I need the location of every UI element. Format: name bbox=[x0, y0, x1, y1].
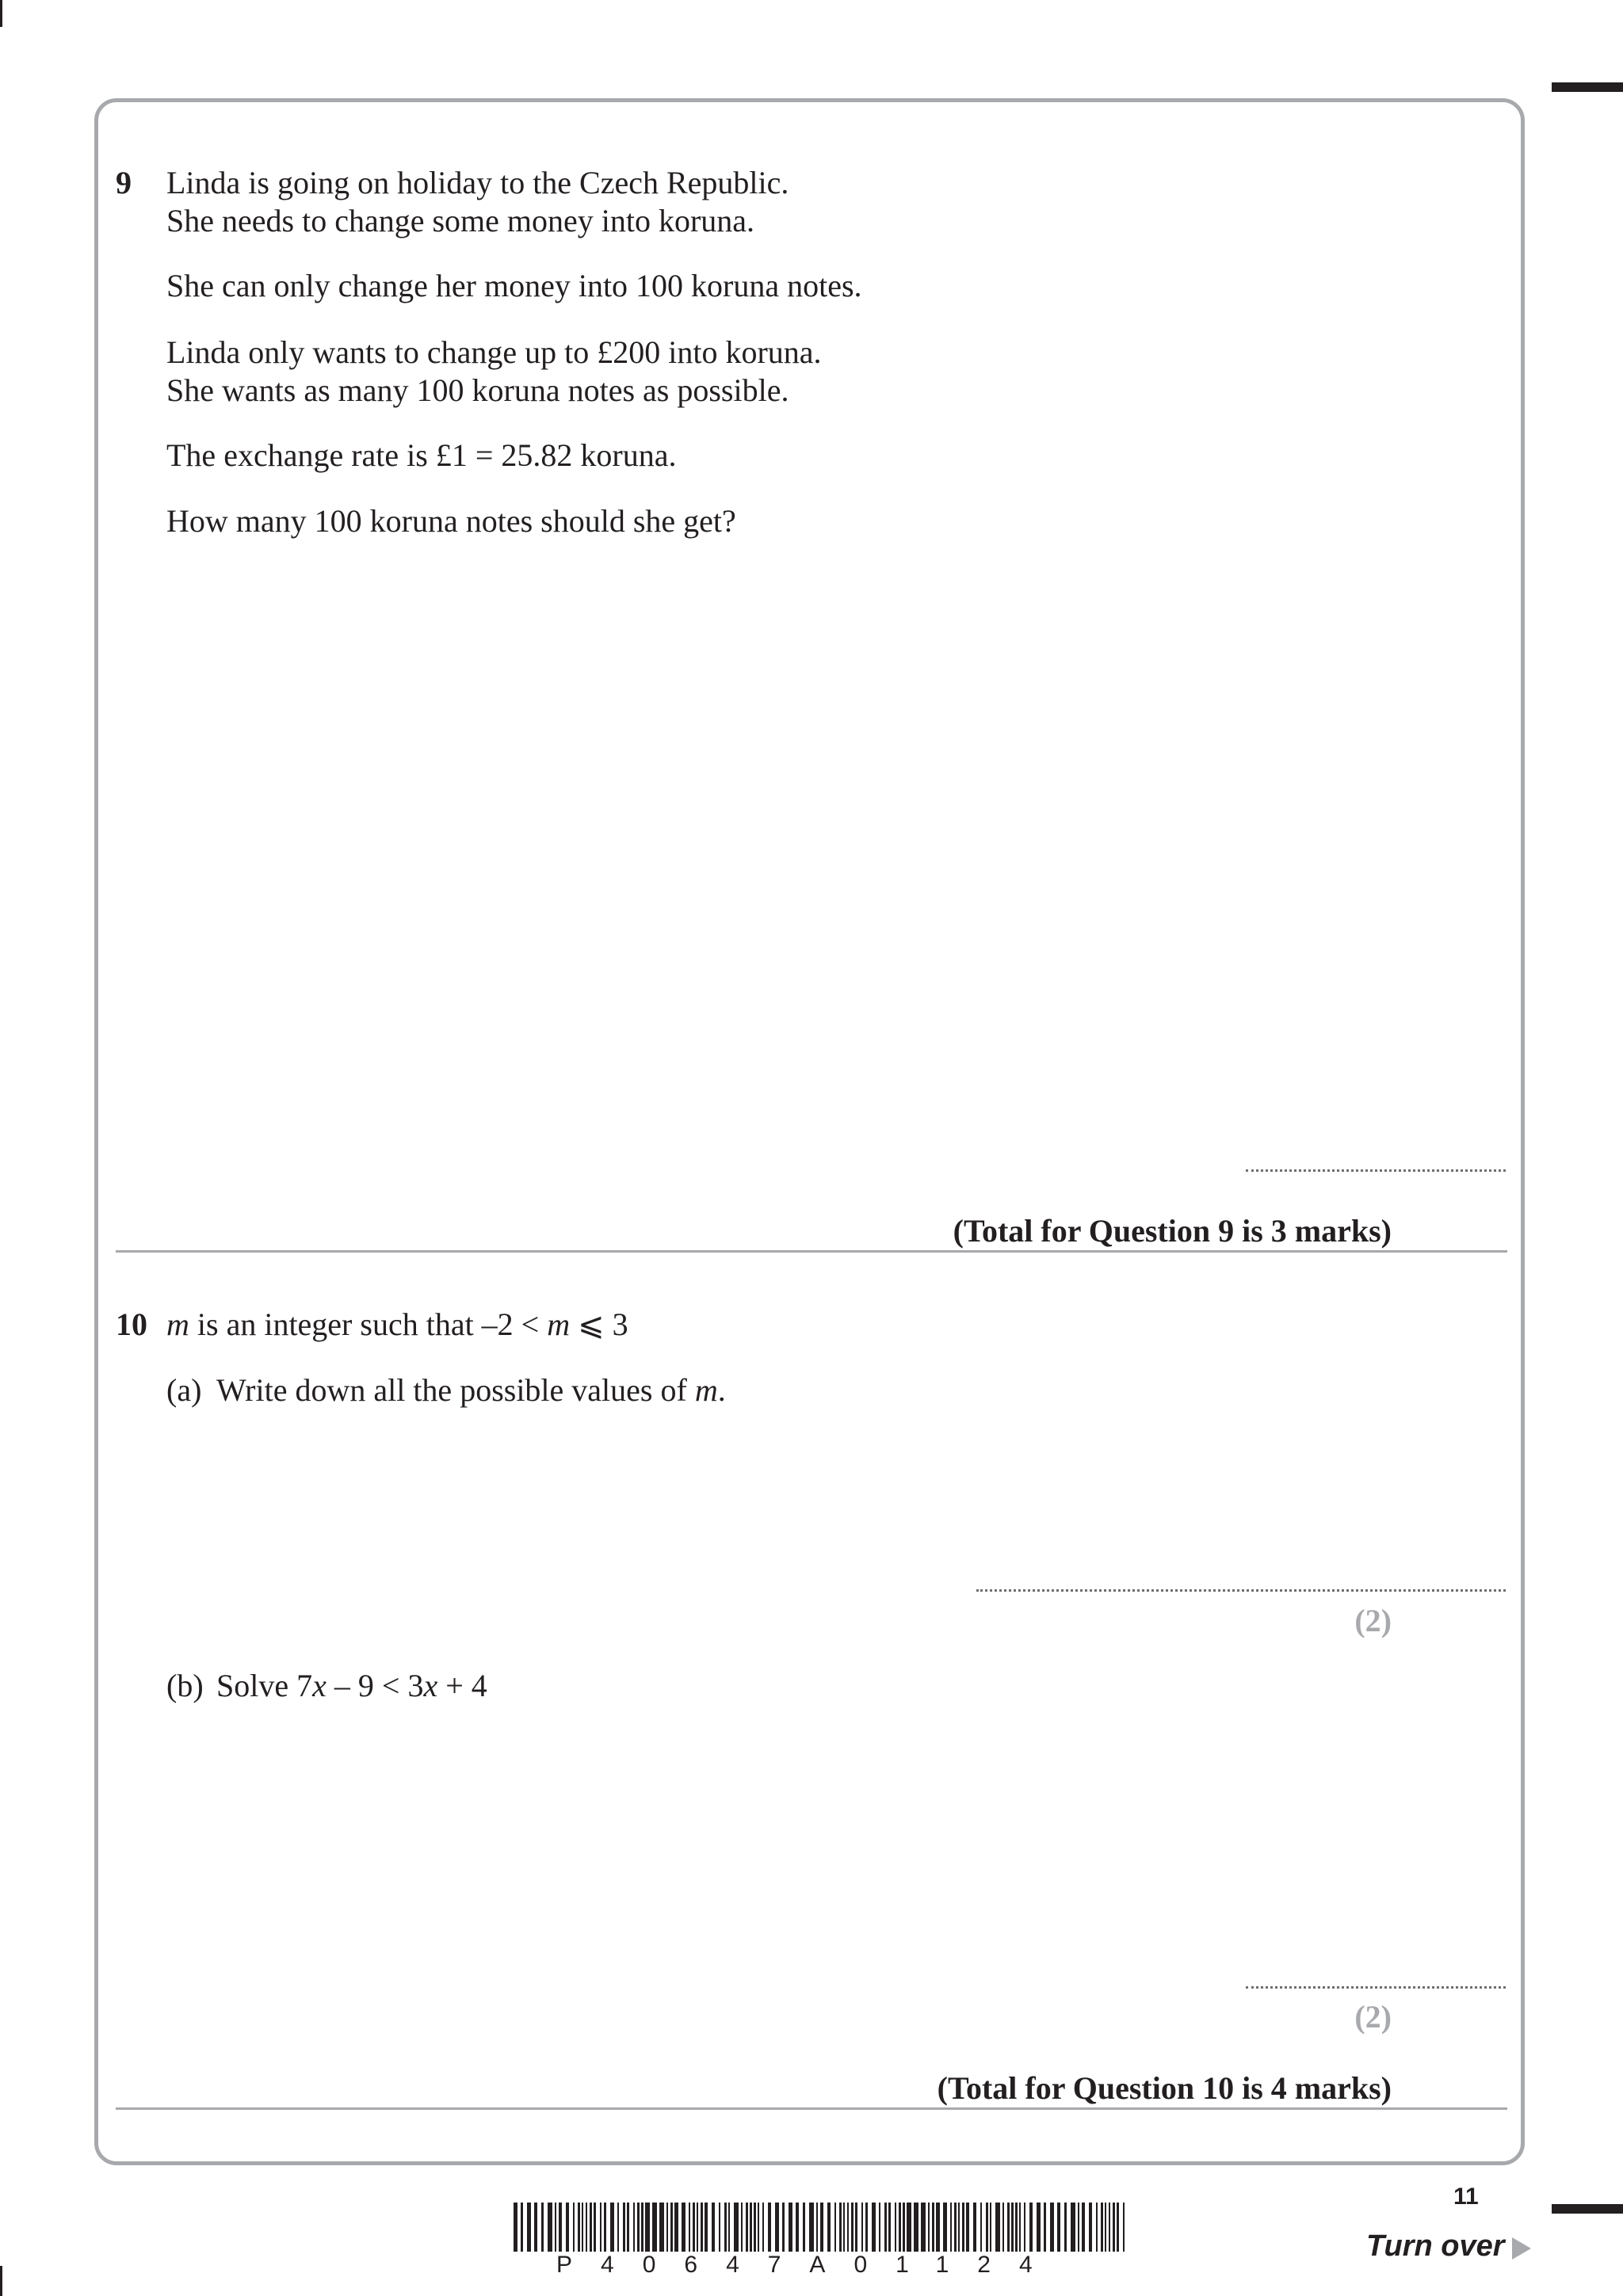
part-a-text bbox=[216, 1371, 726, 1409]
turn-over-arrow-icon bbox=[1512, 2237, 1531, 2260]
variable-m: m bbox=[694, 1372, 718, 1408]
question-9-line-7: How many 100 koruna notes should she get? bbox=[166, 503, 736, 539]
part-b-middle: – 9 < 3 bbox=[326, 1668, 424, 1703]
question-9-answer-line[interactable] bbox=[1246, 1169, 1506, 1172]
part-a-answer-line[interactable] bbox=[976, 1589, 1506, 1592]
question-10-total: (Total for Question 10 is 4 marks) bbox=[937, 2070, 1392, 2106]
part-a-marks: (2) bbox=[1354, 1603, 1392, 1638]
question-9-line-5: She wants as many 100 koruna notes as possible. bbox=[166, 372, 789, 408]
question-9-divider bbox=[116, 1250, 1507, 1253]
question-9-line-3: She can only change her money into 100 koruna notes. bbox=[166, 268, 862, 303]
part-b-marks: (2) bbox=[1354, 1999, 1392, 2035]
part-b-prompt: Solve 7 bbox=[216, 1668, 313, 1703]
question-10-divider bbox=[116, 2107, 1507, 2110]
question-10-number: 10 bbox=[116, 1306, 147, 1342]
part-a-prompt: Write down all the possible values of bbox=[216, 1372, 695, 1408]
stem-text: is an integer such that –2 < bbox=[189, 1306, 548, 1342]
part-a-end: . bbox=[717, 1372, 726, 1408]
question-10-stem bbox=[166, 1306, 628, 1344]
question-9-number: 9 bbox=[116, 165, 132, 200]
crop-mark-bottom-left bbox=[0, 2266, 2, 2296]
part-b-label: (b) bbox=[166, 1668, 204, 1703]
crop-mark-right-bottom bbox=[1552, 2204, 1623, 2214]
variable-x: x bbox=[312, 1668, 327, 1703]
part-b-text bbox=[216, 1667, 487, 1705]
barcode bbox=[514, 2203, 1128, 2253]
question-9-line-1: Linda is going on holiday to the Czech Republic. bbox=[166, 165, 789, 200]
variable-x: x bbox=[423, 1668, 438, 1703]
turn-over-label: Turn over bbox=[1366, 2229, 1505, 2263]
part-b-end: + 4 bbox=[437, 1668, 487, 1703]
barcode-text: P40647A01124 bbox=[556, 2252, 1061, 2278]
question-9-line-4: Linda only wants to change up to £200 into koruna. bbox=[166, 334, 822, 370]
stem-end: ⩽ 3 bbox=[570, 1306, 628, 1342]
part-b-answer-line[interactable] bbox=[1246, 1986, 1506, 1989]
crop-mark-right-top bbox=[1552, 82, 1623, 92]
variable-m: m bbox=[166, 1306, 189, 1342]
variable-m: m bbox=[547, 1306, 571, 1342]
question-9-line-2: She needs to change some money into koruna. bbox=[166, 203, 755, 238]
page-number: 11 bbox=[1453, 2183, 1479, 2210]
crop-mark-top-left bbox=[0, 0, 2, 27]
question-9-line-6: The exchange rate is £1 = 25.82 koruna. bbox=[166, 437, 677, 473]
part-a-label: (a) bbox=[166, 1372, 202, 1408]
question-9-total: (Total for Question 9 is 3 marks) bbox=[953, 1213, 1392, 1249]
